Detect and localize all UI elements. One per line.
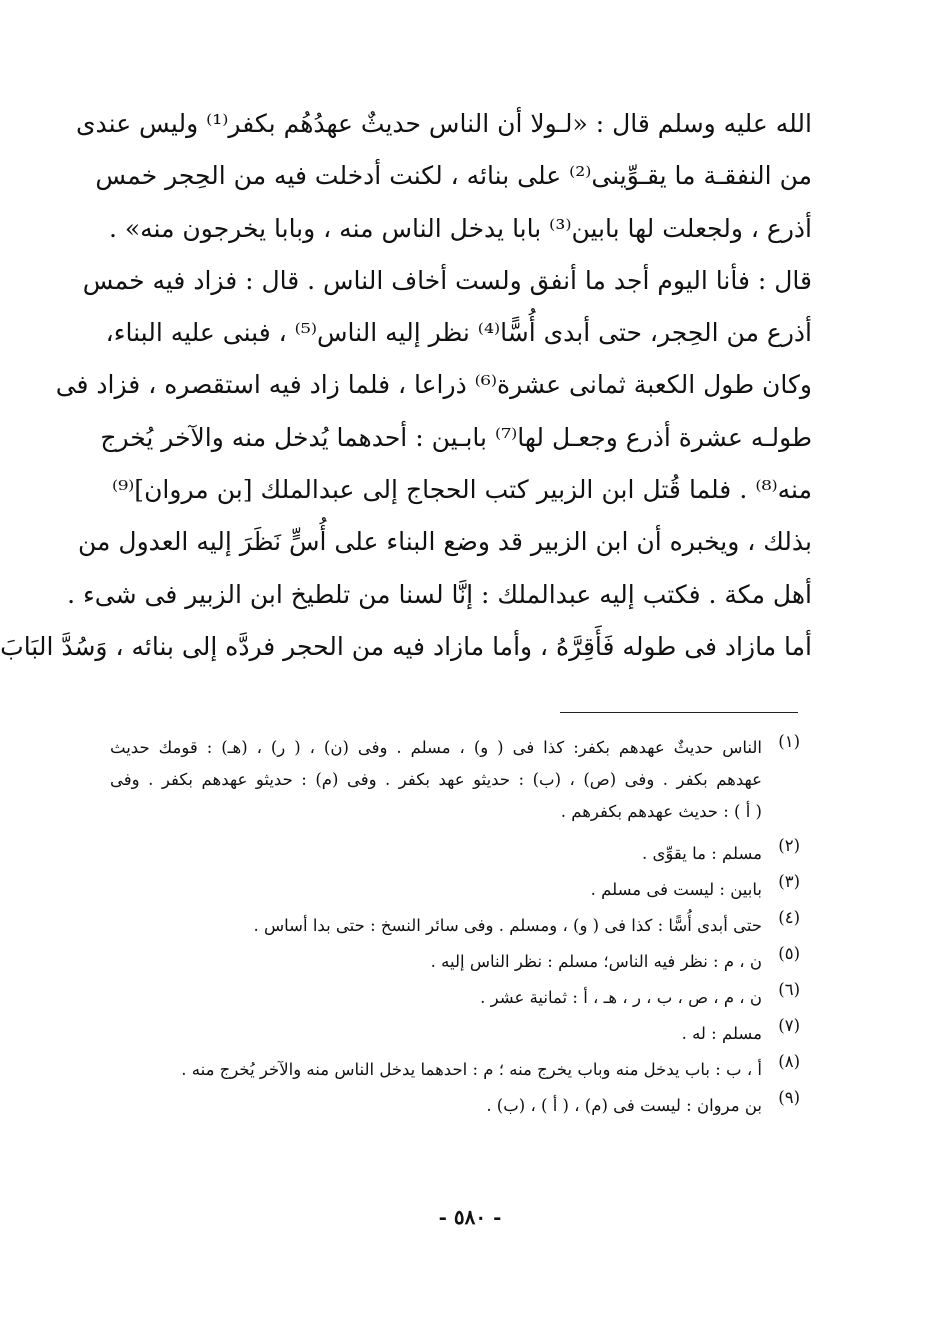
footnote-text-line: عهدهم بكفر . وفى (ص) ، (ب) : حديثو عهد بكفر . وفى (م) : حديثو عهدهم بكفر . وفى — [110, 770, 762, 789]
footnote-text-line: مسلم : ما يقوِّى . — [641, 844, 762, 863]
footnote-text-line: مسلم : له . — [681, 1024, 762, 1043]
footnote-9 — [110, 1088, 800, 1124]
main-text-line: أهل مكة . فكتب إليه عبدالملك : إنَّا لسنا من تلطيخ ابن الزبير فى شىء . — [67, 579, 812, 609]
footnote-text-line: ن ، م : نظر فيه الناس؛ مسلم : نظر الناس إليه . — [430, 952, 762, 971]
main-text-line: منه⁽⁸⁾ . فلما قُتل ابن الزبير كتب الحجاج إلى عبدالملك [بن مروان]⁽⁹⁾ — [112, 475, 812, 505]
footnote-2 — [110, 836, 800, 872]
footnote-1 — [110, 732, 800, 828]
footnote-number: (٣) — [778, 872, 800, 891]
main-text-block — [0, 98, 812, 673]
main-text-line: قال : فأنا اليوم أجد ما أنفق ولست أخاف الناس . قال : فزاد فيه خمس — [82, 265, 812, 295]
main-text-line: الله عليه وسلم قال : «لـولا أن الناس حديثٌ عهدُهُم بكفر⁽¹⁾ وليس عندى — [75, 109, 812, 138]
footnote-number: (٢) — [778, 836, 800, 855]
footnote-7 — [110, 1016, 800, 1052]
footnote-6 — [110, 980, 800, 1016]
footnote-text-line: ن ، م ، ص ، ب ، ر ، هـ ، أ : ثمانية عشر . — [480, 988, 762, 1007]
footnote-5 — [110, 944, 800, 980]
main-text-line: من النفقـة ما يقـوِّينى⁽²⁾ على بنائه ، لكنت أدخلت فيه من الحِجر خمس — [95, 161, 812, 191]
footnote-text-line: أ ، ب : باب يدخل منه وباب يخرج منه ؛ م : احدهما يدخل الناس منه والآخر يُخرج منه . — [181, 1060, 762, 1079]
main-text-line: بذلك ، ويخبره أن ابن الزبير قد وضع البناء على أُسٍّ نَظَرَ إليه العدول من — [78, 527, 812, 557]
footnote-number: (٩) — [778, 1088, 800, 1107]
page-number: - ٥٨٠ - — [438, 1205, 502, 1229]
footnote-text-line: بابين : ليست فى مسلم . — [590, 880, 762, 899]
footnote-divider — [560, 712, 798, 713]
footnote-8 — [110, 1052, 800, 1088]
footnote-number: (٤) — [778, 908, 800, 927]
footnote-text-line: ( أ ) : حديث عهدهم بكفرهم . — [560, 802, 762, 821]
main-text-line: طولـه عشرة أذرع وجعـل لها⁽⁷⁾ بابـين : أحدهما يُدخل منه والآخر يُخرج — [100, 422, 812, 452]
footnote-text-line: الناس حديثٌ عهدهم بكفر: كذا فى ( و) ، مسلم . وفى (ن) ، ( ر) ، (هـ) : قومك حديث — [110, 738, 762, 757]
main-text-line: أذرع من الحِجر، حتى أبدى أُسًّا⁽⁴⁾ نظر إليه الناس⁽⁵⁾ ، فبنى عليه البناء، — [105, 318, 812, 348]
footnote-text-line: حتى أبدى أُسًّا : كذا فى ( و) ، ومسلم . وفى سائر النسخ : حتى بدا أساس . — [253, 916, 762, 935]
main-text-line: وكان طول الكعبة ثمانى عشرة⁽⁶⁾ ذراعا ، فلما زاد فيه استقصره ، فزاد فى — [55, 370, 812, 400]
footnote-4 — [110, 908, 800, 944]
footnote-number: (١) — [778, 732, 800, 751]
footnote-3 — [110, 872, 800, 908]
footnote-number: (٦) — [778, 980, 800, 999]
main-text-line: أذرع ، ولجعلت لها بابين⁽³⁾ بابا يدخل الناس منه ، وبابا يخرجون منه» . — [108, 213, 812, 243]
footnote-text-line: بن مروان : ليست فى (م) ، ( أ ) ، (ب) . — [486, 1096, 762, 1115]
footnotes-block — [110, 732, 800, 1124]
footnote-number: (٥) — [778, 944, 800, 963]
main-text-line: أما مازاد فى طوله فَأَقِرَّهُ ، وأما مازاد فيه من الحجر فردَّه إلى بنائه ، وَسُدَّ البَابَ — [0, 631, 812, 661]
footnote-number: (٧) — [778, 1016, 800, 1035]
footnote-number: (٨) — [778, 1052, 800, 1071]
